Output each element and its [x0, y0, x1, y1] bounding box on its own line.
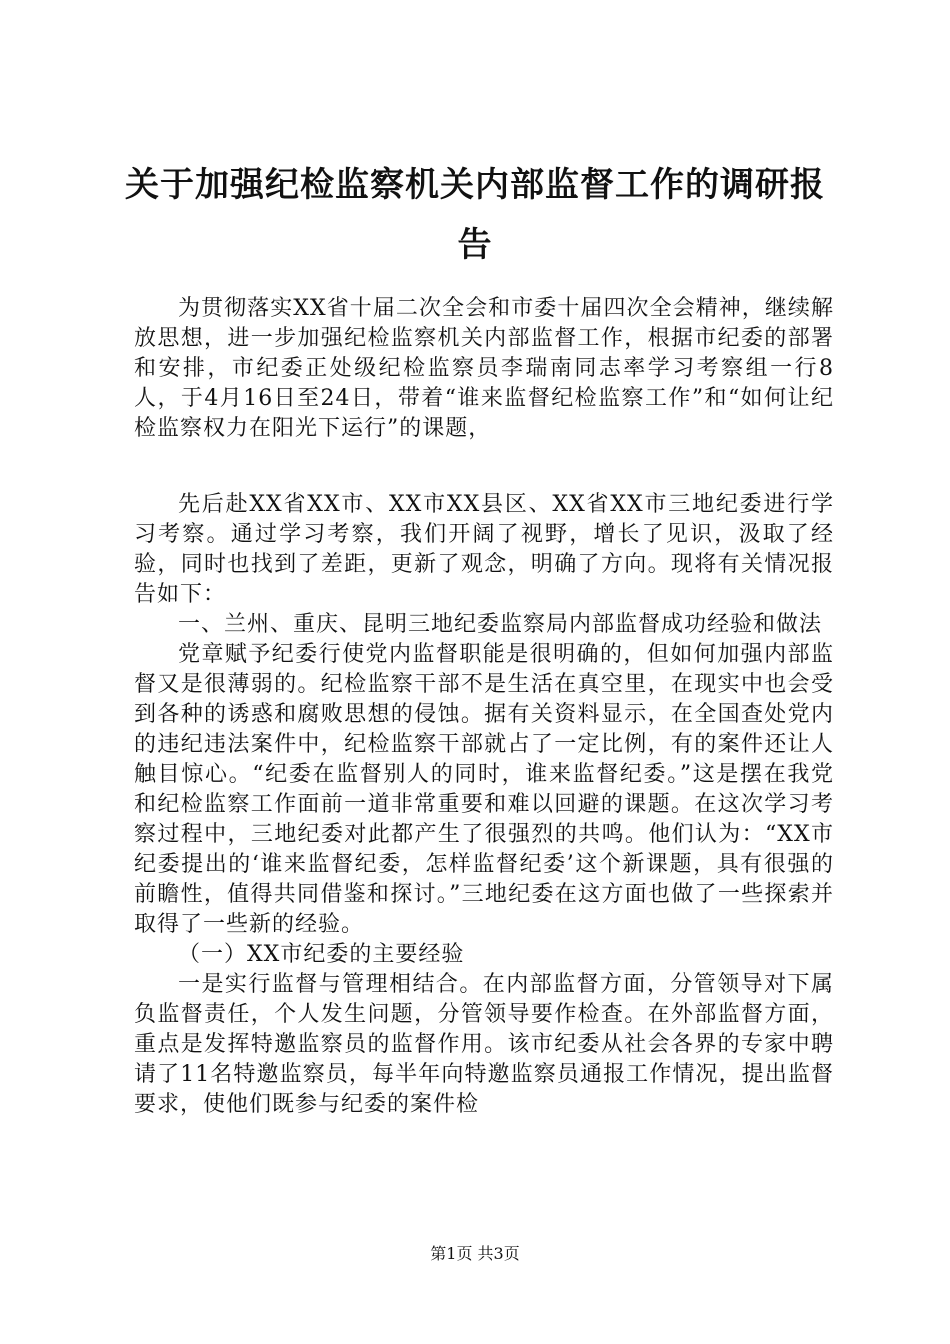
document-title-line-1: 关于加强纪检监察机关内部监督工作的调研报 — [125, 165, 825, 205]
paragraph-visit: 先后赴XX省XX市、XX市XX县区、XX省XX市三地纪委进行学习考察。通过学习考察，我们开阔了视野，增长了见识，汲取了经验，同时也找到了差距，更新了观念，明确了方向。现将有关情况报告如下： — [134, 492, 834, 607]
paragraph-experience-1: 一是实行监督与管理相结合。在内部监督方面，分管领导对下属负监督责任，个人发生问题，分管领导要作检查。在外部监督方面，重点是发挥特邀监察员的监督作用。该市纪委从社会各界的专家中聘请了11名特邀监察员，每半年向特邀监察员通报工作情况，提出监督要求，使他们既参与纪委的案件检 — [134, 972, 834, 1117]
paragraph-supervision: 党章赋予纪委行使党内监督职能是很明确的，但如何加强内部监督又是很薄弱的。纪检监察干部不是生活在真空里，在现实中也会受到各种的诱惑和腐败思想的侵蚀。据有关资料显示，在全国查处党内的违纪违法案件中，纪检监察干部就占了一定比例，有的案件还让人触目惊心。“纪委在监督别人的同时，谁来监督纪委。”这是摆在我党和纪检监察工作面前一道非常重要和难以回避的课题。在这次学习考察过程中，三地纪委对此都产生了很强烈的共鸣。他们认为：“XX市纪委提出的‘谁来监督纪委，怎样监督纪委’这个新课题，具有很强的前瞻性，值得共同借鉴和探讨。”三地纪委在这方面也做了一些探索并取得了一些新的经验。 — [134, 642, 834, 937]
document-title-line-2: 告 — [457, 225, 493, 265]
paragraph-intro: 为贯彻落实XX省十届二次全会和市委十届四次全会精神，继续解放思想，进一步加强纪检监察机关内部监督工作，根据市纪委的部署和安排，市纪委正处级纪检监察员李瑞南同志率学习考察组一行8人，于4月16日至24日，带着“谁来监督纪检监察工作”和“如何让纪检监察权力在阳光下运行”的课题， — [134, 296, 834, 441]
document-body — [134, 294, 834, 1120]
page-number-footer: 第1页 共3页 — [430, 1244, 520, 1263]
section-heading-1: 一、兰州、重庆、昆明三地纪委监察局内部监督成功经验和做法 — [178, 612, 823, 637]
subsection-heading-1: （一）XX市纪委的主要经验 — [178, 942, 465, 967]
